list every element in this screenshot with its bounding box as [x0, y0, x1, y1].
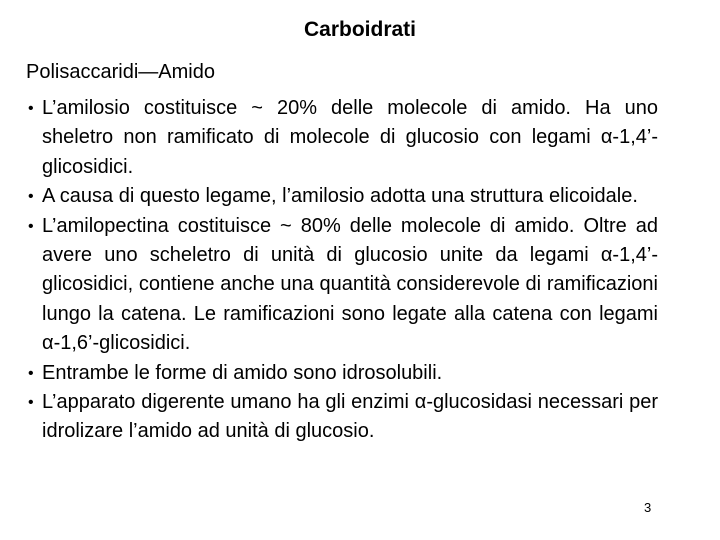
- bullet-item-struttura: [28, 182, 658, 211]
- page-number: 3: [644, 500, 652, 515]
- bullet-text: L’apparato digerente umano ha gli enzimi α-glucosidasi necessari per idrolizare l’amido ad unità di glucosio.: [42, 391, 658, 443]
- bullet-item-amilopectina: [28, 212, 658, 359]
- bullet-text: L’amilosio costituisce ~ 20% delle molecole di amido. Ha uno sheletro non ramificato di molecole di glucosio con legami α-1,4’-glicosidici.: [42, 97, 658, 178]
- bullet-text: Entrambe le forme di amido sono idrosolubili.: [42, 361, 443, 384]
- bullet-item-amilosio: [28, 94, 658, 182]
- bullet-text: L’amilopectina costituisce ~ 80% delle molecole di amido. Oltre ad avere uno scheletro di unità di glucosio unite da legami α-1,4’-glicosidici, contiene anche una quantità considerevole di ramificazioni lungo la catena. Le ramificazioni sono legate alla catena con legami α-1,6’-glicosidici.: [42, 214, 658, 355]
- bullet-item-idrosolubili: [28, 359, 658, 388]
- bullet-text: A causa di questo legame, l’amilosio adotta una struttura elicoidale.: [42, 185, 638, 208]
- bullet-marker: •: [28, 394, 34, 412]
- bullet-item-enzimi: [28, 388, 658, 447]
- bullet-marker: •: [28, 217, 34, 235]
- bullet-marker: •: [28, 364, 34, 382]
- bullet-marker: •: [28, 188, 34, 206]
- bullet-list: [28, 94, 658, 447]
- slide-subtitle: Polisaccaridi—Amido: [26, 61, 215, 83]
- slide-title: Carboidrati: [303, 18, 416, 41]
- bullet-marker: •: [28, 100, 34, 117]
